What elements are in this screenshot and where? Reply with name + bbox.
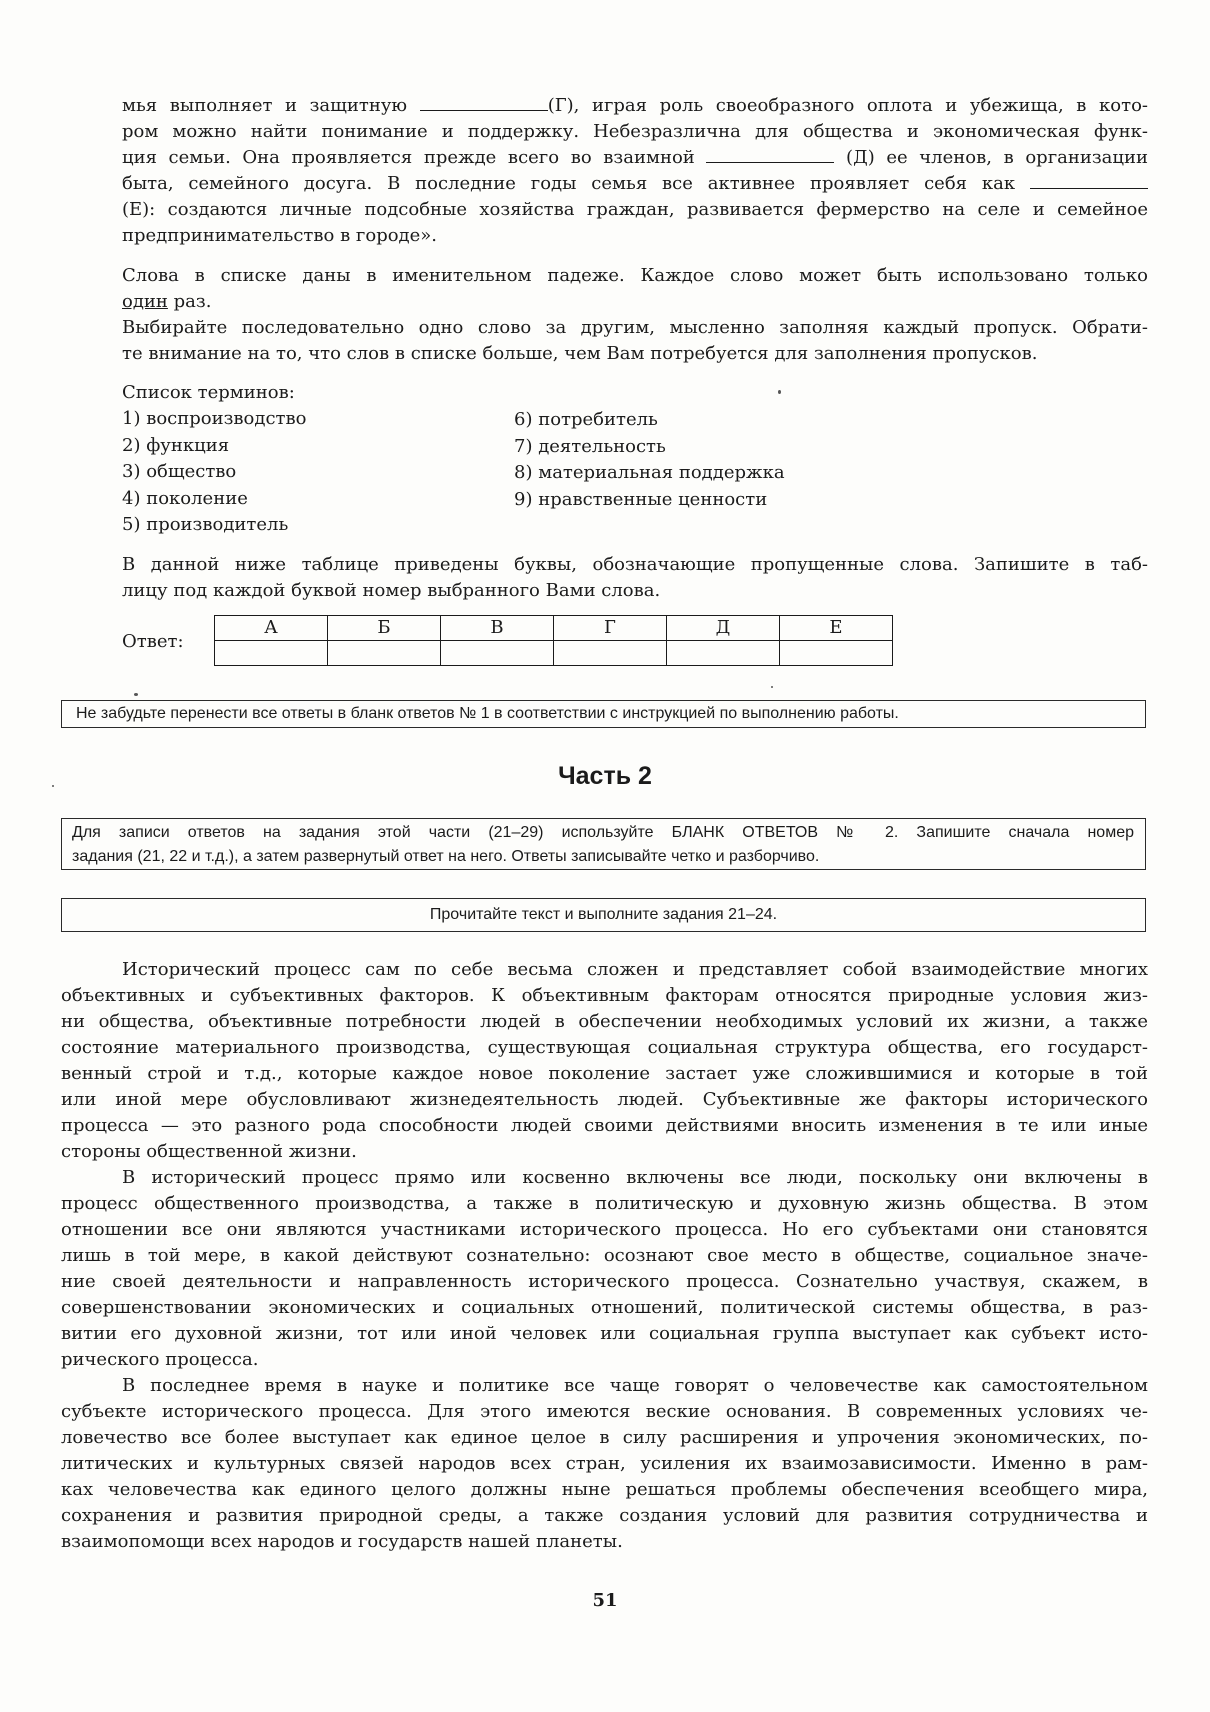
passage-p1-line: стороны общественной жизни. <box>61 1141 357 1162</box>
passage-p2-line: совершенствовании экономических и социальных отношений, политической системы общества, в раз- <box>61 1297 1148 1318</box>
term-item: 2) функция <box>122 434 230 456</box>
term-item: 5) производитель <box>122 514 289 535</box>
passage-p3-line: литических и культурных связей народов всех стран, усиления их взаимозависимости. Именно в рам- <box>61 1453 1148 1474</box>
answer-letter-v: В <box>441 616 554 641</box>
answer-cell-v[interactable] <box>441 641 554 666</box>
term-item: 7) деятельность <box>514 435 666 457</box>
term-column-left <box>122 406 306 539</box>
answer-letter-b: Б <box>328 616 441 641</box>
passage-p2-line: В исторический процесс прямо или косвенно включены все люди, поскольку они включены в <box>122 1167 1148 1188</box>
passage-p2-line: лишь в той мере, в какой действуют сознательно: осознают свое место в обществе, социальное значе- <box>61 1245 1148 1266</box>
instructions-line-2: один раз. <box>122 291 212 312</box>
intro-line-5: (Е): создаются личные подсобные хозяйства граждан, развивается фермерство на селе и семейное <box>122 199 1148 220</box>
intro-line-4: быта, семейного досуга. В последние годы семья все активнее проявляет себя как <box>122 171 1148 197</box>
term-column-right <box>514 407 785 513</box>
table-instruction <box>122 552 1148 604</box>
scan-speck <box>771 686 773 688</box>
blank-e <box>1030 174 1148 189</box>
intro-line-2: ром можно найти понимание и поддержку. Небезразлична для общества и экономическая функ- <box>122 121 1148 142</box>
passage-p3-line: ках человечества как единого целого должны ныне решаться проблемы обеспечения всеобщего мира, <box>61 1479 1148 1500</box>
passage-p1-line: ни общества, объективные потребности людей в обеспечении необходимых условий их жизни, а также <box>61 1011 1148 1032</box>
intro-text <box>122 93 1148 249</box>
answer-letter-g: Г <box>554 616 667 641</box>
passage-p1-line: или иной мере обусловливают жизнедеятельность людей. Субъективные же факторы исторического <box>61 1089 1148 1110</box>
scan-speck <box>134 693 138 696</box>
passage-p1-line: состояние материального производства, существующая социальная структура общества, его государст- <box>61 1037 1148 1058</box>
passage-p3-line: субъекте исторического процесса. Для этого имеются веские основания. В современных условиях че- <box>61 1401 1148 1422</box>
term-item: 4) поколение <box>122 487 248 509</box>
answer-letters-row <box>215 616 893 641</box>
page-number: 51 <box>592 1590 618 1611</box>
answer-input-row <box>215 641 893 666</box>
read-prompt-box <box>61 898 1146 932</box>
term-item: 9) нравственные ценности <box>514 488 768 510</box>
answer-letter-e: Е <box>780 616 893 641</box>
passage-p2-line: процесс общественного производства, а также в политическую и духовную жизнь общества. В этом <box>61 1193 1148 1214</box>
term-item: 1) воспроизводство <box>122 408 307 429</box>
passage-p2-line: рического процесса. <box>61 1349 259 1370</box>
answer-letter-d: Д <box>667 616 780 641</box>
answer-table <box>214 615 893 666</box>
read-prompt-text: Прочитайте текст и выполните задания 21–24. <box>429 906 778 923</box>
notice-box <box>61 700 1146 728</box>
passage-p3-line: ловечество все более выступает как единое целое в силу расширения и упрочения экономических, по- <box>61 1427 1148 1448</box>
answer-cell-a[interactable] <box>215 641 328 666</box>
part2-instruction-line-1: Для записи ответов на задания этой части (21–29) используйте БЛАНК ОТВЕТОВ № 2. Запишите сначала номер <box>72 824 1134 841</box>
notice-text: Не забудьте перенести все ответы в бланк ответов № 1 в соответствии с инструкцией по выполнению работы. <box>76 705 899 722</box>
passage-p3-line: сохранения и развития природной среды, а также создания условий для развития сотрудничества и <box>61 1505 1148 1526</box>
term-item: 6) потребитель <box>514 409 658 430</box>
table-instruction-line-2: лицу под каждой буквой номер выбранного Вами слова. <box>122 580 661 601</box>
part2-title: Часть 2 <box>558 762 652 790</box>
passage-p2-line: витии его духовной жизни, тот или иной человек или социальная группа выступает как субъект исто- <box>61 1323 1148 1344</box>
part2-instruction-box <box>61 818 1146 870</box>
passage <box>61 957 1148 1555</box>
answer-letter-a: А <box>215 616 328 641</box>
instructions-line-1: Слова в списке даны в именительном падеже. Каждое слово может быть использовано только <box>122 265 1148 286</box>
term-item: 8) материальная поддержка <box>514 462 785 483</box>
answer-cell-e[interactable] <box>780 641 893 666</box>
scan-speck <box>778 390 781 394</box>
blank-g <box>420 96 548 111</box>
table-instruction-line-1: В данной ниже таблице приведены буквы, обозначающие пропущенные слова. Запишите в таб- <box>122 554 1148 575</box>
passage-p1-line: объективных и субъективных факторов. К объективным факторам относятся природные условия жиз- <box>61 985 1148 1006</box>
instructions-line-4: те внимание на то, что слов в списке больше, чем Вам потребуется для заполнения пропусков. <box>122 343 1038 364</box>
passage-p1-line: венный строй и т.д., которые каждое новое поколение застает уже сложившимися и которые в той <box>61 1063 1148 1084</box>
passage-p2-line: отношении все они являются участниками исторического процесса. Но его субъектами они становятся <box>61 1219 1148 1240</box>
intro-line-3: ция семьи. Она проявляется прежде всего во взаимной (Д) ее членов, в организации <box>122 147 1148 168</box>
term-item: 3) общество <box>122 461 237 482</box>
passage-p1-line: процесса — это разного рода способности людей своими действиями вносить изменения в те или иные <box>61 1115 1148 1136</box>
passage-p3-line: взаимопомощи всех народов и государств нашей планеты. <box>61 1531 623 1552</box>
scan-speck <box>52 785 54 787</box>
answer-cell-g[interactable] <box>554 641 667 666</box>
term-list-heading: Список терминов: <box>122 382 295 403</box>
answer-label: Ответ: <box>122 631 184 652</box>
blank-d <box>706 148 834 163</box>
intro-line-1: мья выполняет и защитную (Г), играя роль своеобразного оплота и убежища, в кото- <box>122 95 1148 116</box>
instructions-line-3: Выбирайте последовательно одно слово за другим, мысленно заполняя каждый пропуск. Обрати- <box>122 317 1148 338</box>
instructions <box>122 263 1148 367</box>
answer-cell-d[interactable] <box>667 641 780 666</box>
intro-line-6: предпринимательство в городе». <box>122 225 438 246</box>
part2-instruction-line-2: задания (21, 22 и т.д.), а затем развернутый ответ на него. Ответы записывайте четко и разборчиво. <box>72 848 820 865</box>
passage-p1-line: Исторический процесс сам по себе весьма сложен и представляет собой взаимодействие многих <box>122 959 1148 980</box>
answer-cell-b[interactable] <box>328 641 441 666</box>
passage-p3-line: В последнее время в науке и политике все чаще говорят о человечестве как самостоятельном <box>122 1375 1148 1396</box>
passage-p2-line: ние своей деятельности и направленность исторического процесса. Сознательно участвуя, скажем, в <box>61 1271 1148 1292</box>
